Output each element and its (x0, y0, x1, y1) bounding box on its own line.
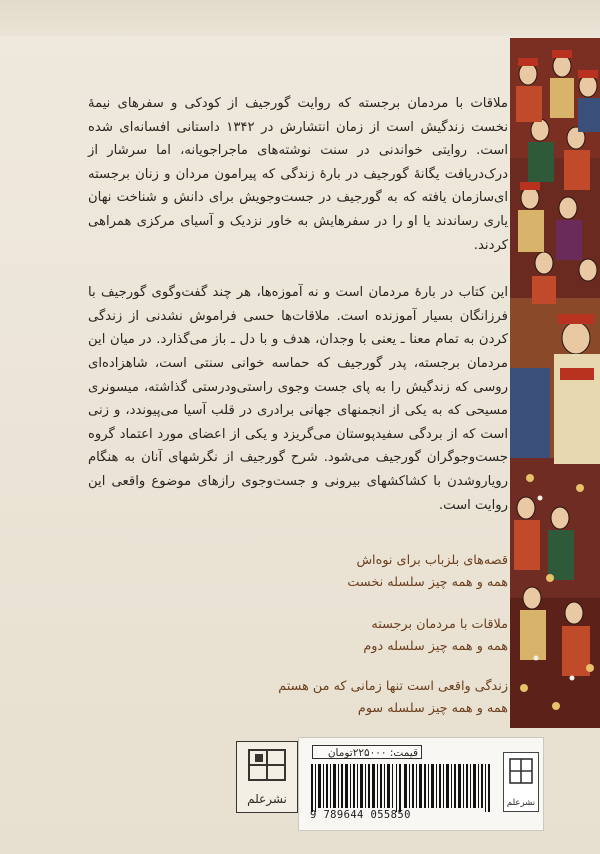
series-subtitle: همه و همه چیز سلسله نخست (347, 575, 508, 590)
series-title: قصه‌های بلزباب برای نوه‌اش (356, 553, 508, 568)
publisher-logo-icon (237, 742, 297, 788)
barcode (311, 764, 499, 812)
series-item-1 (88, 550, 508, 594)
series-title: زندگی واقعی است تنها زمانی که من هستم (278, 679, 508, 694)
sticker-publisher-name: نشرعلم (506, 798, 536, 808)
publisher-logo (236, 741, 298, 813)
cover-painting (510, 38, 600, 728)
description-paragraph-2: این کتاب در بارهٔ مردمان است و نه آموزه‌ها، هر چند گفت‌وگوی گورجیف با فرزانگان بسیار آموزنده است. ملاقات‌ها حسی فراموش نشدنی از زندگی کردن به تمام معنا ـ یعنی با وجدان، هدف و با دل ـ باز می‌گذارد. در میان این مردمان برجسته، پدر گورجیف که حماسه خوانی سنتی است، شاهزاده‌ای روسی که زندگیش را به پای جست وجوی راستی‌ودرستی گذاشته، میسونری مسیحی که به یکی از انجمنهای جهانی برادری در قلب آسیا می‌پیوندد، و زنی است که از بردگی سفیدپوستان می‌گریزد و یکی از اعضای مورد اعتماد گروه جست‌وجوگران گورجیف می‌شود. شرح گورجیف از نگرشهای آنان به هنگام رویاروشدن با کشاکشهای بیرونی و جست‌وجوی رازهای موضوع واقعی این روایت است. (88, 285, 508, 513)
series-subtitle: همه و همه چیز سلسله سوم (357, 701, 508, 716)
series-item-3 (88, 676, 508, 720)
isbn-number: 9 789644 055850 (310, 809, 411, 821)
series-subtitle: همه و همه چیز سلسله دوم (363, 639, 508, 654)
sticker-publisher-logo (503, 752, 539, 812)
description-paragraph-1: ملاقات با مردمان برجسته که روایت گورجیف از کودکی و سفرهای نیمهٔ نخست زندگیش است از زمان انتشارش در ۱۳۴۲ داستانی افسانه‌ای شده است. روایتی خواندنی در سنت نوشته‌های ماجراجویانه، اما سرشار از درک‌دریافت یگانهٔ گورجیف در بارهٔ زندگی که پیرامون مردان و زنان برجسته ای‌سازمان یافته که به گورجیف در جست‌وجویش برای دانش و شناخت نهان یاری رساندند یا او را در سفرهایش به خاور نزدیک و آسیای مرکزی همراهی کردند. (88, 96, 508, 253)
description-text (88, 92, 508, 517)
series-item-2 (88, 614, 508, 658)
sticker-logo-icon (504, 753, 538, 793)
publisher-name: نشرعلم (247, 792, 287, 806)
series-title: ملاقات با مردمان برجسته (371, 617, 508, 632)
top-stripe (0, 0, 600, 36)
price-label: قیمت: ۲۲۵۰۰۰تومان (312, 745, 422, 759)
